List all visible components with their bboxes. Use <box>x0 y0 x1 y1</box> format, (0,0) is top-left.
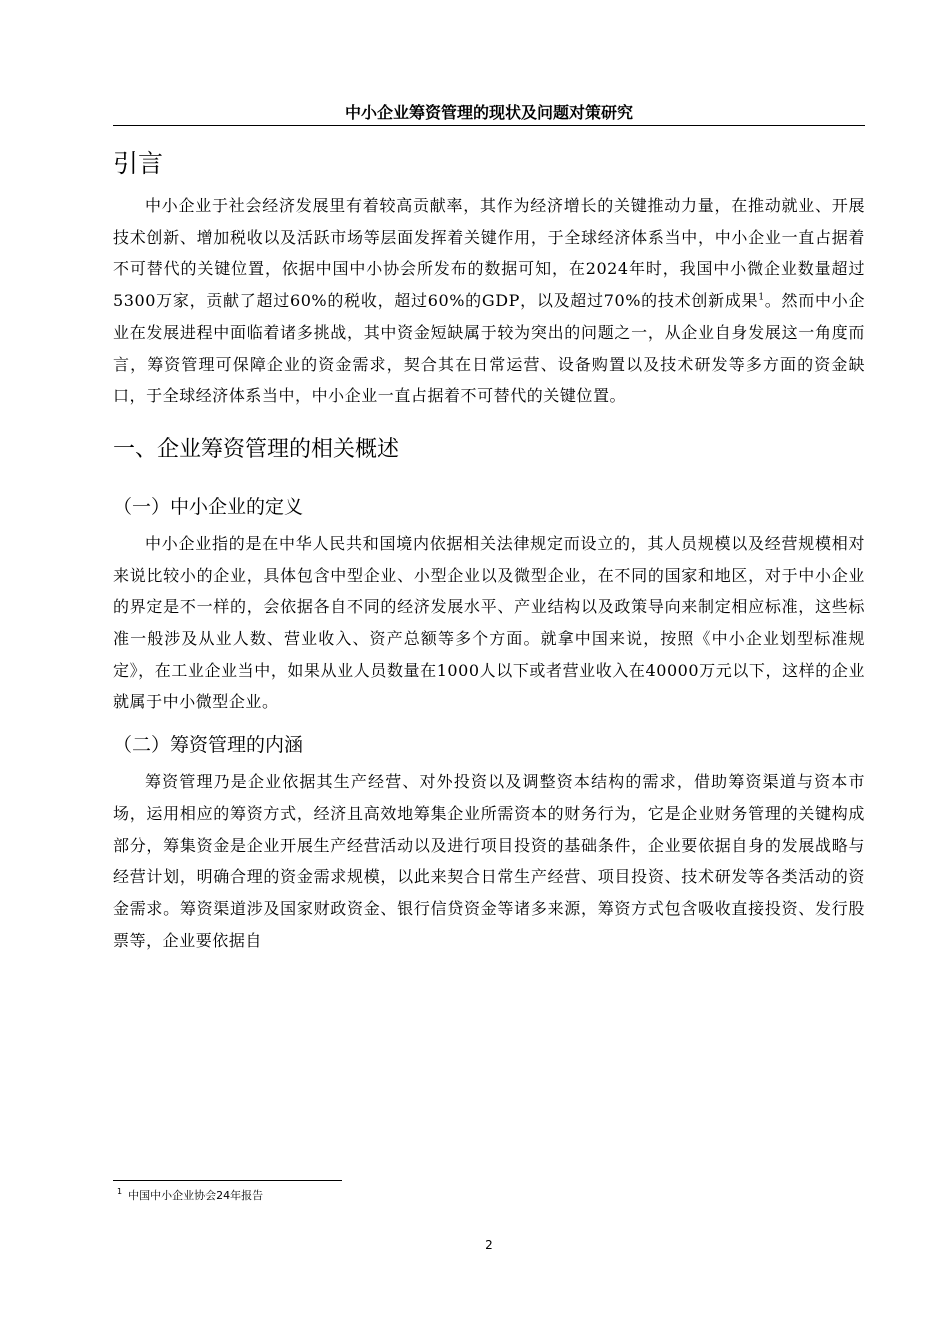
footnote-marker: 1 <box>117 1187 123 1197</box>
subsection-2-heading: （二）筹资管理的内涵 <box>113 734 304 757</box>
footnote <box>117 1188 263 1204</box>
intro-paragraph-part2: 。然而中小企业在发展进程中面临着诸多挑战，其中资金短缺属于较为突出的问题之一，从企业自身发展这一角度而言，筹资管理可保障企业的资金需求，契合其在日常运营、设备购置以及技术研发等多方面的资金缺口，于全球经济体系当中，中小企业一直占据着不可替代的关键位置。 <box>113 291 865 406</box>
footnote-text: 中国中小企业协会24年报告 <box>128 1189 264 1202</box>
footnote-reference[interactable]: 1 <box>758 292 765 303</box>
intro-paragraph-part1: 中小企业于社会经济发展里有着较高贡献率，其作为经济增长的关键推动力量，在推动就业、开展技术创新、增加税收以及活跃市场等层面发挥着关键作用，于全球经济体系当中，中小企业一直占据着不可替代的关键位置，依据中国中小协会所发布的数据可知，在2024年时，我国中小微企业数量超过5300万家，贡献了超过60%的税收，超过60%的GDP，以及超过70%的技术创新成果 <box>113 196 865 311</box>
footnote-rule <box>113 1180 342 1181</box>
subsection-1-paragraph: 中小企业指的是在中华人民共和国境内依据相关法律规定而设立的，其人员规模以及经营规模相对来说比较小的企业，具体包含中型企业、小型企业以及微型企业，在不同的国家和地区，对于中小企业的界定是不一样的，会依据各自不同的经济发展水平、产业结构以及政策导向来制定相应标准，这些标准一般涉及从业人数、营业收入、资产总额等多个方面。就拿中国来说，按照《中小企业划型标准规定》，在工业企业当中，如果从业人员数量在1000人以下或者营业收入在40000万元以下，这样的企业就属于中小微型企业。 <box>113 533 865 712</box>
document-body <box>113 142 865 956</box>
subsection-1-heading: （一）中小企业的定义 <box>113 495 304 518</box>
intro-heading: 引言 <box>113 149 164 178</box>
page-number: 2 <box>485 1238 493 1252</box>
intro-paragraph <box>113 190 865 412</box>
header-rule <box>113 125 865 126</box>
document-page <box>113 0 865 1344</box>
section-1-heading: 一、企业筹资管理的相关概述 <box>113 436 400 462</box>
running-header-title: 中小企业筹资管理的现状及问题对策研究 <box>344 103 633 122</box>
subsection-2-paragraph: 筹资管理乃是企业依据其生产经营、对外投资以及调整资本结构的需求，借助筹资渠道与资本市场，运用相应的筹资方式，经济且高效地筹集企业所需资本的财务行为，它是企业财务管理的关键构成部分，筹集资金是企业开展生产经营活动以及进行项目投资的基础条件，企业要依据自身的发展战略与经营计划，明确合理的资金需求规模，以此来契合日常生产经营、项目投资、技术研发等各类活动的资金需求。筹资渠道涉及国家财政资金、银行信贷资金等诸多来源，筹资方式包含吸收直接投资、发行股票等，企业要依据自 <box>113 772 865 950</box>
